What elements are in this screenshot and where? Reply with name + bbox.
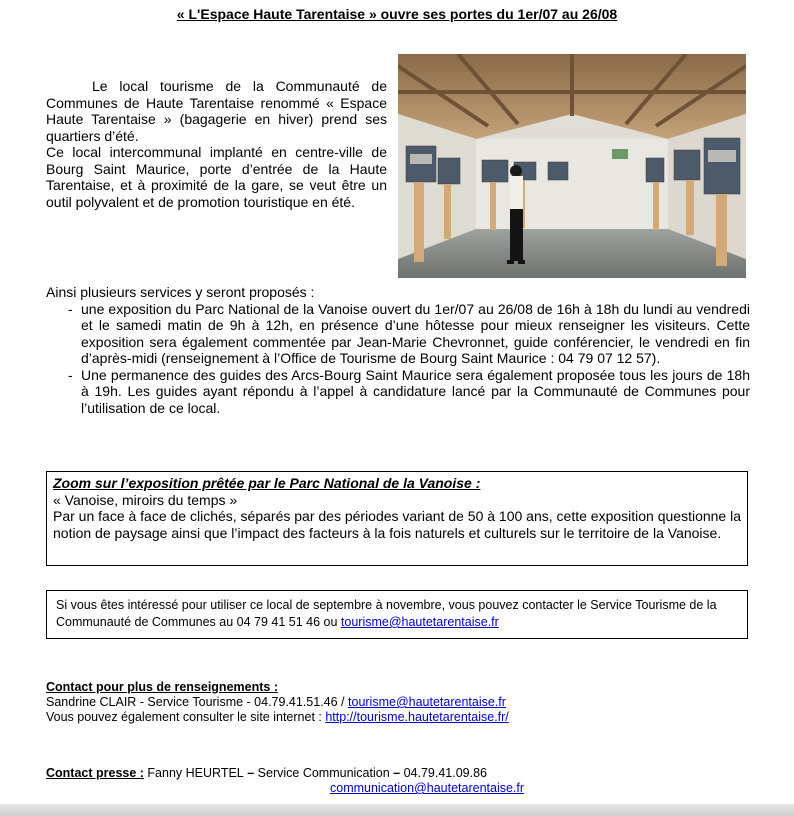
- website-label: Vous pouvez également consulter le site internet :: [46, 710, 326, 724]
- zoom-body: Par un face à face de clichés, séparés par des périodes variant de 50 à 100 ans, cette exposition questionne la notion de paysage ainsi que l’impact des facteurs à la fois naturels et culturels sur le territoire de la Vanoise.: [53, 508, 741, 541]
- availability-contact-box: [46, 590, 748, 639]
- zoom-heading: Zoom sur l’exposition prêtée par le Parc National de la Vanoise :: [53, 475, 481, 491]
- press-contact-section: [46, 766, 766, 796]
- service-text: une exposition du Parc National de la Vanoise ouvert du 1er/07 au 26/08 de 16h à 18h du lundi au vendredi et le samedi matin de 9h à 12h, en présence d’une hôtesse pour mieux renseigner les visiteurs. Cette exposition sera également commentée par Jean-Marie Chevronnet, guide conférencier, le vendredi en fin d’après-midi (renseignement à l’Office de Tourisme de Bourg Saint Maurice : 04 79 07 12 57).: [81, 300, 750, 366]
- bullet-dash: -: [68, 366, 73, 383]
- availability-text: Si vous êtes intéressé pour utiliser ce local de septembre à novembre, vous pouvez contacter le Service Tourisme de la Communauté de Communes au 04 79 41 51 46 ou: [56, 598, 717, 629]
- press-name: Fanny HEURTEL: [143, 766, 244, 780]
- list-item: [46, 301, 750, 367]
- press-label: Contact presse :: [46, 766, 144, 780]
- press-line-2: [46, 781, 766, 796]
- page-bottom-edge: [0, 804, 794, 816]
- service-text: Une permanence des guides des Arcs-Bourg Saint Maurice sera également proposée tous les jours de 18h à 19h. Les guides ayant répondu à l’appel à candidature lancé par la Communauté de Communes pour l’utilisation de ce local.: [81, 366, 750, 416]
- services-lead: Ainsi plusieurs services y seront proposés :: [46, 284, 315, 300]
- contact-info-section: [46, 680, 766, 725]
- contact-line-2: [46, 710, 766, 725]
- zoom-exhibition-box: [46, 471, 748, 566]
- intro-paragraph-2: Ce local intercommunal implanté en centre-ville de Bourg Saint Maurice, porte d’entrée de la Haute Tarentaise, et à proximité de la gare, se veut être un outil polyvalent et de promotion touristique en été.: [46, 144, 387, 210]
- contact-person: Sandrine CLAIR - Service Tourisme - 04.79.41.51.46 /: [46, 695, 349, 709]
- tourisme-email-link[interactable]: tourisme@hautetarentaise.fr: [340, 615, 499, 629]
- exhibition-room-photo: [398, 54, 746, 278]
- page-title: « L'Espace Haute Tarentaise » ouvre ses portes du 1er/07 au 26/08: [176, 6, 618, 22]
- press-line-1: [46, 766, 766, 781]
- press-separator: –: [389, 766, 404, 780]
- press-separator: –: [243, 766, 258, 780]
- intro-paragraph-1: Le local tourisme de la Communauté de Communes de Haute Tarentaise renommé « Espace Haute Tarentaise » (bagagerie en hiver) prend ses quartiers d’été.: [46, 78, 387, 144]
- website-link[interactable]: http://tourisme.hautetarentaise.fr/: [325, 710, 509, 724]
- contact-email-link[interactable]: tourisme@hautetarentaise.fr: [348, 695, 506, 709]
- list-item: [46, 367, 750, 417]
- services-section: [46, 284, 750, 416]
- press-service: Service Communication: [257, 766, 390, 780]
- press-email-link[interactable]: communication@hautetarentaise.fr: [330, 781, 525, 795]
- zoom-subtitle: « Vanoise, miroirs du temps »: [53, 491, 238, 508]
- intro-text: [46, 78, 387, 210]
- contact-line-1: [46, 695, 766, 710]
- services-list: [46, 301, 750, 417]
- press-phone: 04.79.41.09.86: [403, 766, 487, 780]
- contact-heading: Contact pour plus de renseignements :: [46, 680, 278, 694]
- bullet-dash: -: [68, 300, 73, 317]
